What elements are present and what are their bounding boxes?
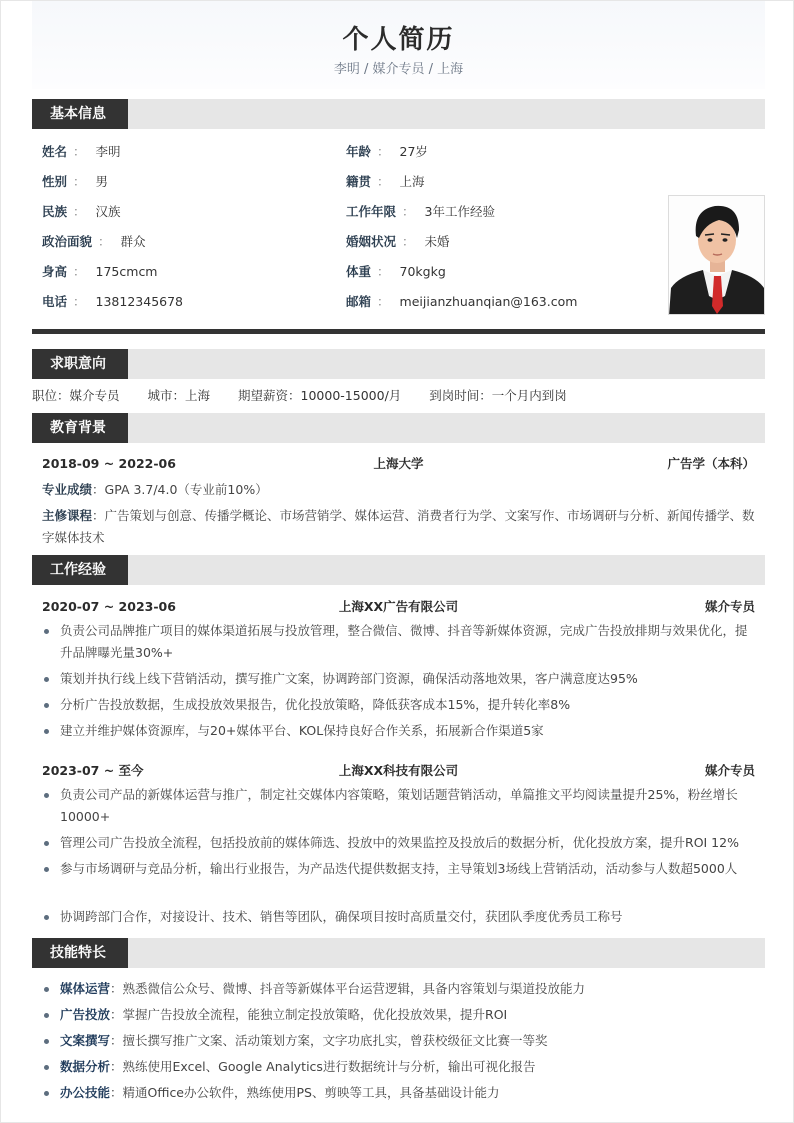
list-item: 分析广告投放数据，生成投放效果报告，优化投放策略，降低获客成本15%，提升转化率8% xyxy=(42,694,755,716)
field-age: 年龄 ： 27岁 xyxy=(346,144,428,159)
list-item: 参与市场调研与竞品分析，输出行业报告，为产品迭代提供数据支持，主导策划3场线上营销活动，活动参与人数超5000人 xyxy=(42,858,755,880)
section-header-skills xyxy=(32,938,765,968)
job-company: 上海XX广告有限公司 xyxy=(338,599,459,614)
section-title: 技能特长 xyxy=(32,938,128,968)
field-height: 身高 ： 175cmcm xyxy=(42,264,158,279)
page-title: 个人简历 xyxy=(342,25,455,55)
education-major: 广告学（本科） xyxy=(667,456,755,471)
list-item: 策划并执行线上线下营销活动，撰写推广文案，协调跨部门资源，确保活动落地效果，客户满意度达95% xyxy=(42,668,755,690)
job-position: 媒介专员 xyxy=(704,763,755,778)
field-weight: 体重 ： 70kgkg xyxy=(346,264,446,279)
section-header-work xyxy=(32,555,765,585)
job-row xyxy=(32,598,765,616)
section-header-basic xyxy=(32,99,765,129)
avatar-portrait-icon xyxy=(669,196,765,315)
field-hometown: 籍贯 ： 上海 xyxy=(346,174,425,189)
list-item: 管理公司广告投放全流程，包括投放前的媒体筛选、投放中的效果监控及投放后的数据分析，优化投放方案，提升ROI 12% xyxy=(42,832,755,854)
education-row xyxy=(32,455,765,473)
list-item: 负责公司品牌推广项目的媒体渠道拓展与投放管理，整合微信、微博、抖音等新媒体资源，完成广告投放排期与效果优化，提升品牌曝光量30%+ xyxy=(42,620,755,664)
education-courses: 主修课程：广告策划与创意、传播学概论、市场营销学、媒体运营、消费者行为学、文案写作、市场调研与分析、新闻传播学、数字媒体技术 xyxy=(42,508,755,545)
skill-item: 数据分析：熟练使用Excel、Google Analytics进行数据统计与分析，输出可视化报告 xyxy=(42,1056,755,1078)
job-bullets xyxy=(32,784,765,928)
job-row xyxy=(32,762,765,780)
section-header-intent xyxy=(32,349,765,379)
section-title: 基本信息 xyxy=(32,99,128,129)
list-item: 负责公司产品的新媒体运营与推广，制定社交媒体内容策略，策划话题营销活动，单篇推文平均阅读量提升25%，粉丝增长10000+ xyxy=(42,784,755,828)
education-period: 2018-09 ~ 2022-06 xyxy=(42,456,176,471)
field-ethnicity: 民族 ： 汉族 xyxy=(42,204,121,219)
section-header-education xyxy=(32,413,765,443)
field-political: 政治面貌 ： 群众 xyxy=(42,234,146,249)
intent-salary: 期望薪资：10000-15000/月 xyxy=(238,388,402,403)
section-title: 求职意向 xyxy=(32,349,128,379)
section-title: 教育背景 xyxy=(32,413,128,443)
avatar xyxy=(668,195,765,315)
job-period: 2023-07 ~ 至今 xyxy=(42,763,144,778)
intent-city: 城市：上海 xyxy=(147,388,211,403)
intent-position: 职位：媒介专员 xyxy=(32,388,120,403)
field-gender: 性别 ： 男 xyxy=(42,174,109,189)
field-phone: 电话 ： 13812345678 xyxy=(42,294,184,309)
list-item: 建立并维护媒体资源库，与20+媒体平台、KOL保持良好合作关系，拓展新合作渠道5家 xyxy=(42,720,755,742)
resume-page xyxy=(32,1,765,1108)
skills-list xyxy=(32,978,765,1104)
basic-info xyxy=(32,129,765,329)
skill-item: 广告投放：掌握广告投放全流程，能独立制定投放策略，优化投放效果，提升ROI xyxy=(42,1004,755,1026)
education-gpa: 专业成绩：GPA 3.7/4.0（专业前10%） xyxy=(42,482,268,497)
job-company: 上海XX科技有限公司 xyxy=(338,763,459,778)
education-school: 上海大学 xyxy=(373,456,424,471)
skill-item: 媒体运营：熟悉微信公众号、微博、抖音等新媒体平台运营逻辑，具备内容策划与渠道投放能力 xyxy=(42,978,755,1000)
skill-item: 办公技能：精通Office办公软件，熟练使用PS、剪映等工具，具备基础设计能力 xyxy=(42,1082,755,1104)
job-bullets xyxy=(32,620,765,742)
page-subtitle: 李明 / 媒介专员 / 上海 xyxy=(333,62,464,77)
field-marital: 婚姻状况 ： 未婚 xyxy=(346,234,450,249)
job-position: 媒介专员 xyxy=(704,599,755,614)
list-item: 协调跨部门合作，对接设计、技术、销售等团队，确保项目按时高质量交付，获团队季度优秀员工称号 xyxy=(42,906,755,928)
section-title: 工作经验 xyxy=(32,555,128,585)
field-work-years: 工作年限 ： 3年工作经验 xyxy=(346,204,495,219)
job-intent xyxy=(32,379,765,413)
intent-availability: 到岗时间：一个月内到岗 xyxy=(429,388,567,403)
job-period: 2020-07 ~ 2023-06 xyxy=(42,599,176,614)
resume-header xyxy=(32,1,765,89)
field-email: 邮箱 ： meijianzhuanqian@163.com xyxy=(346,294,578,309)
field-name: 姓名 ： 李明 xyxy=(42,144,121,159)
skill-item: 文案撰写：擅长撰写推广文案、活动策划方案，文字功底扎实，曾获校级征文比赛一等奖 xyxy=(42,1030,755,1052)
